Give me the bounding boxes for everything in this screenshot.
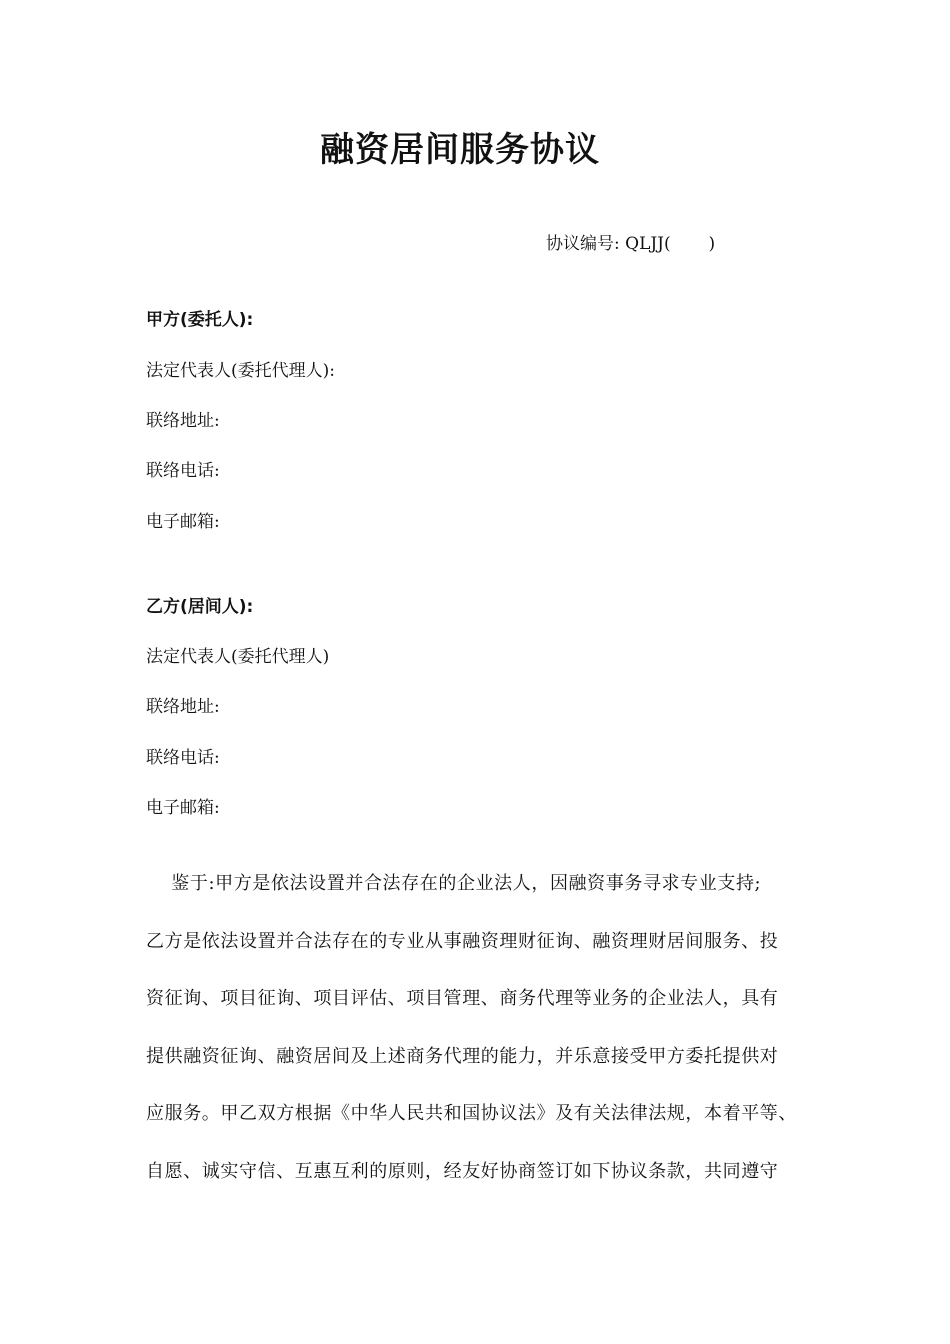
party-b-heading: 乙方(居间人): <box>146 597 254 617</box>
party-b-email-label: 电子邮箱: <box>146 798 220 818</box>
party-a-phone-label: 联络电话: <box>146 461 220 481</box>
preamble-line: 资征询、项目征询、项目评估、项目管理、商务代理等业务的企业法人，具有 <box>146 988 779 1009</box>
party-a-email-label: 电子邮箱: <box>146 512 220 532</box>
agreement-number: 协议编号: QLJJ( ) <box>546 234 716 254</box>
party-a-heading: 甲方(委托人): <box>146 310 254 330</box>
preamble-line: 乙方是依法设置并合法存在的专业从事融资理财征询、融资理财居间服务、投 <box>146 931 779 952</box>
preamble-line: 提供融资征询、融资居间及上述商务代理的能力，并乐意接受甲方委托提供对 <box>146 1046 779 1067</box>
party-a-address-label: 联络地址: <box>146 411 220 431</box>
document-title: 融资居间服务协议 <box>320 130 600 170</box>
preamble-line: 鉴于:甲方是依法设置并合法存在的企业法人，因融资事务寻求专业支持; <box>146 873 762 894</box>
party-a-rep-label: 法定代表人(委托代理人): <box>146 361 335 381</box>
party-b-address-label: 联络地址: <box>146 697 220 717</box>
preamble-line: 自愿、诚实守信、互惠互利的原则，经友好协商签订如下协议条款，共同遵守 <box>146 1161 779 1182</box>
party-b-phone-label: 联络电话: <box>146 748 220 768</box>
preamble-line: 应服务。甲乙双方根据《中华人民共和国协议法》及有关法律法规，本着平等、 <box>146 1103 797 1124</box>
party-b-rep-label: 法定代表人(委托代理人) <box>146 647 330 667</box>
